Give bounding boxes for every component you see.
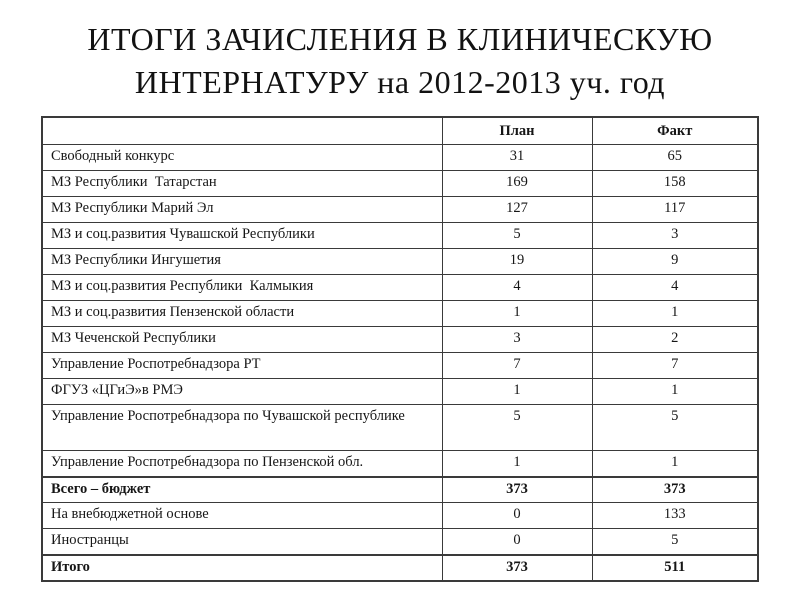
org-label: МЗ и соц.развития Пензенской области [42,301,442,327]
table-row [42,529,758,555]
fact-value: 7 [592,353,758,379]
org-label: МЗ Чеченской Республики [42,327,442,353]
fact-value: 511 [592,555,758,581]
table-row [42,451,758,477]
column-header-empty [42,117,442,145]
org-label: МЗ и соц.развития Республики Калмыкия [42,275,442,301]
org-label: Свободный конкурс [42,145,442,171]
org-label: МЗ Республики Марий Эл [42,197,442,223]
plan-value: 1 [442,379,592,405]
plan-value: 127 [442,197,592,223]
fact-value: 2 [592,327,758,353]
org-label: Всего – бюджет [42,477,442,503]
fact-value: 3 [592,223,758,249]
fact-value: 65 [592,145,758,171]
plan-value: 169 [442,171,592,197]
plan-value: 0 [442,503,592,529]
column-header-plan: План [442,117,592,145]
table-row [42,275,758,301]
fact-value: 158 [592,171,758,197]
table-row [42,503,758,529]
plan-value: 3 [442,327,592,353]
plan-value: 31 [442,145,592,171]
fact-value: 9 [592,249,758,275]
column-header-fact: Факт [592,117,758,145]
plan-value: 0 [442,529,592,555]
table-row [42,301,758,327]
slide-title [0,0,800,103]
org-label: ФГУЗ «ЦГиЭ»в РМЭ [42,379,442,405]
plan-value: 373 [442,555,592,581]
table-row [42,405,758,451]
table-row [42,379,758,405]
fact-value: 133 [592,503,758,529]
org-label: Управление Роспотребнадзора РТ [42,353,442,379]
table-row [42,555,758,581]
table-header-row [42,117,758,145]
fact-value: 5 [592,405,758,451]
plan-value: 5 [442,405,592,451]
slide-title-line2: ИНТЕРНАТУРУ на 2012-2013 уч. год [134,63,666,100]
org-label: Иностранцы [42,529,442,555]
plan-value: 5 [442,223,592,249]
org-label: МЗ и соц.развития Чувашской Республики [42,223,442,249]
table-row [42,477,758,503]
org-label: МЗ Республики Ингушетия [42,249,442,275]
table-row [42,249,758,275]
plan-value: 19 [442,249,592,275]
fact-value: 117 [592,197,758,223]
org-label: Управление Роспотребнадзора по Чувашской республике [42,405,442,451]
fact-value: 1 [592,379,758,405]
table-row [42,145,758,171]
org-label: МЗ Республики Татарстан [42,171,442,197]
table-row [42,171,758,197]
table-row [42,223,758,249]
fact-value: 5 [592,529,758,555]
table-row [42,353,758,379]
plan-value: 373 [442,477,592,503]
org-label: Управление Роспотребнадзора по Пензенской обл. [42,451,442,477]
table-body [42,145,758,581]
slide-title-line1: ИТОГИ ЗАЧИСЛЕНИЯ В КЛИНИЧЕСКУЮ [87,21,713,57]
org-label: Итого [42,555,442,581]
fact-value: 1 [592,301,758,327]
table-row [42,327,758,353]
plan-value: 1 [442,451,592,477]
table-header [42,117,758,145]
fact-value: 4 [592,275,758,301]
table-row [42,197,758,223]
org-label: На внебюджетной основе [42,503,442,529]
fact-value: 373 [592,477,758,503]
plan-value: 4 [442,275,592,301]
fact-value: 1 [592,451,758,477]
plan-value: 7 [442,353,592,379]
plan-value: 1 [442,301,592,327]
enrollment-results-table [41,116,759,582]
